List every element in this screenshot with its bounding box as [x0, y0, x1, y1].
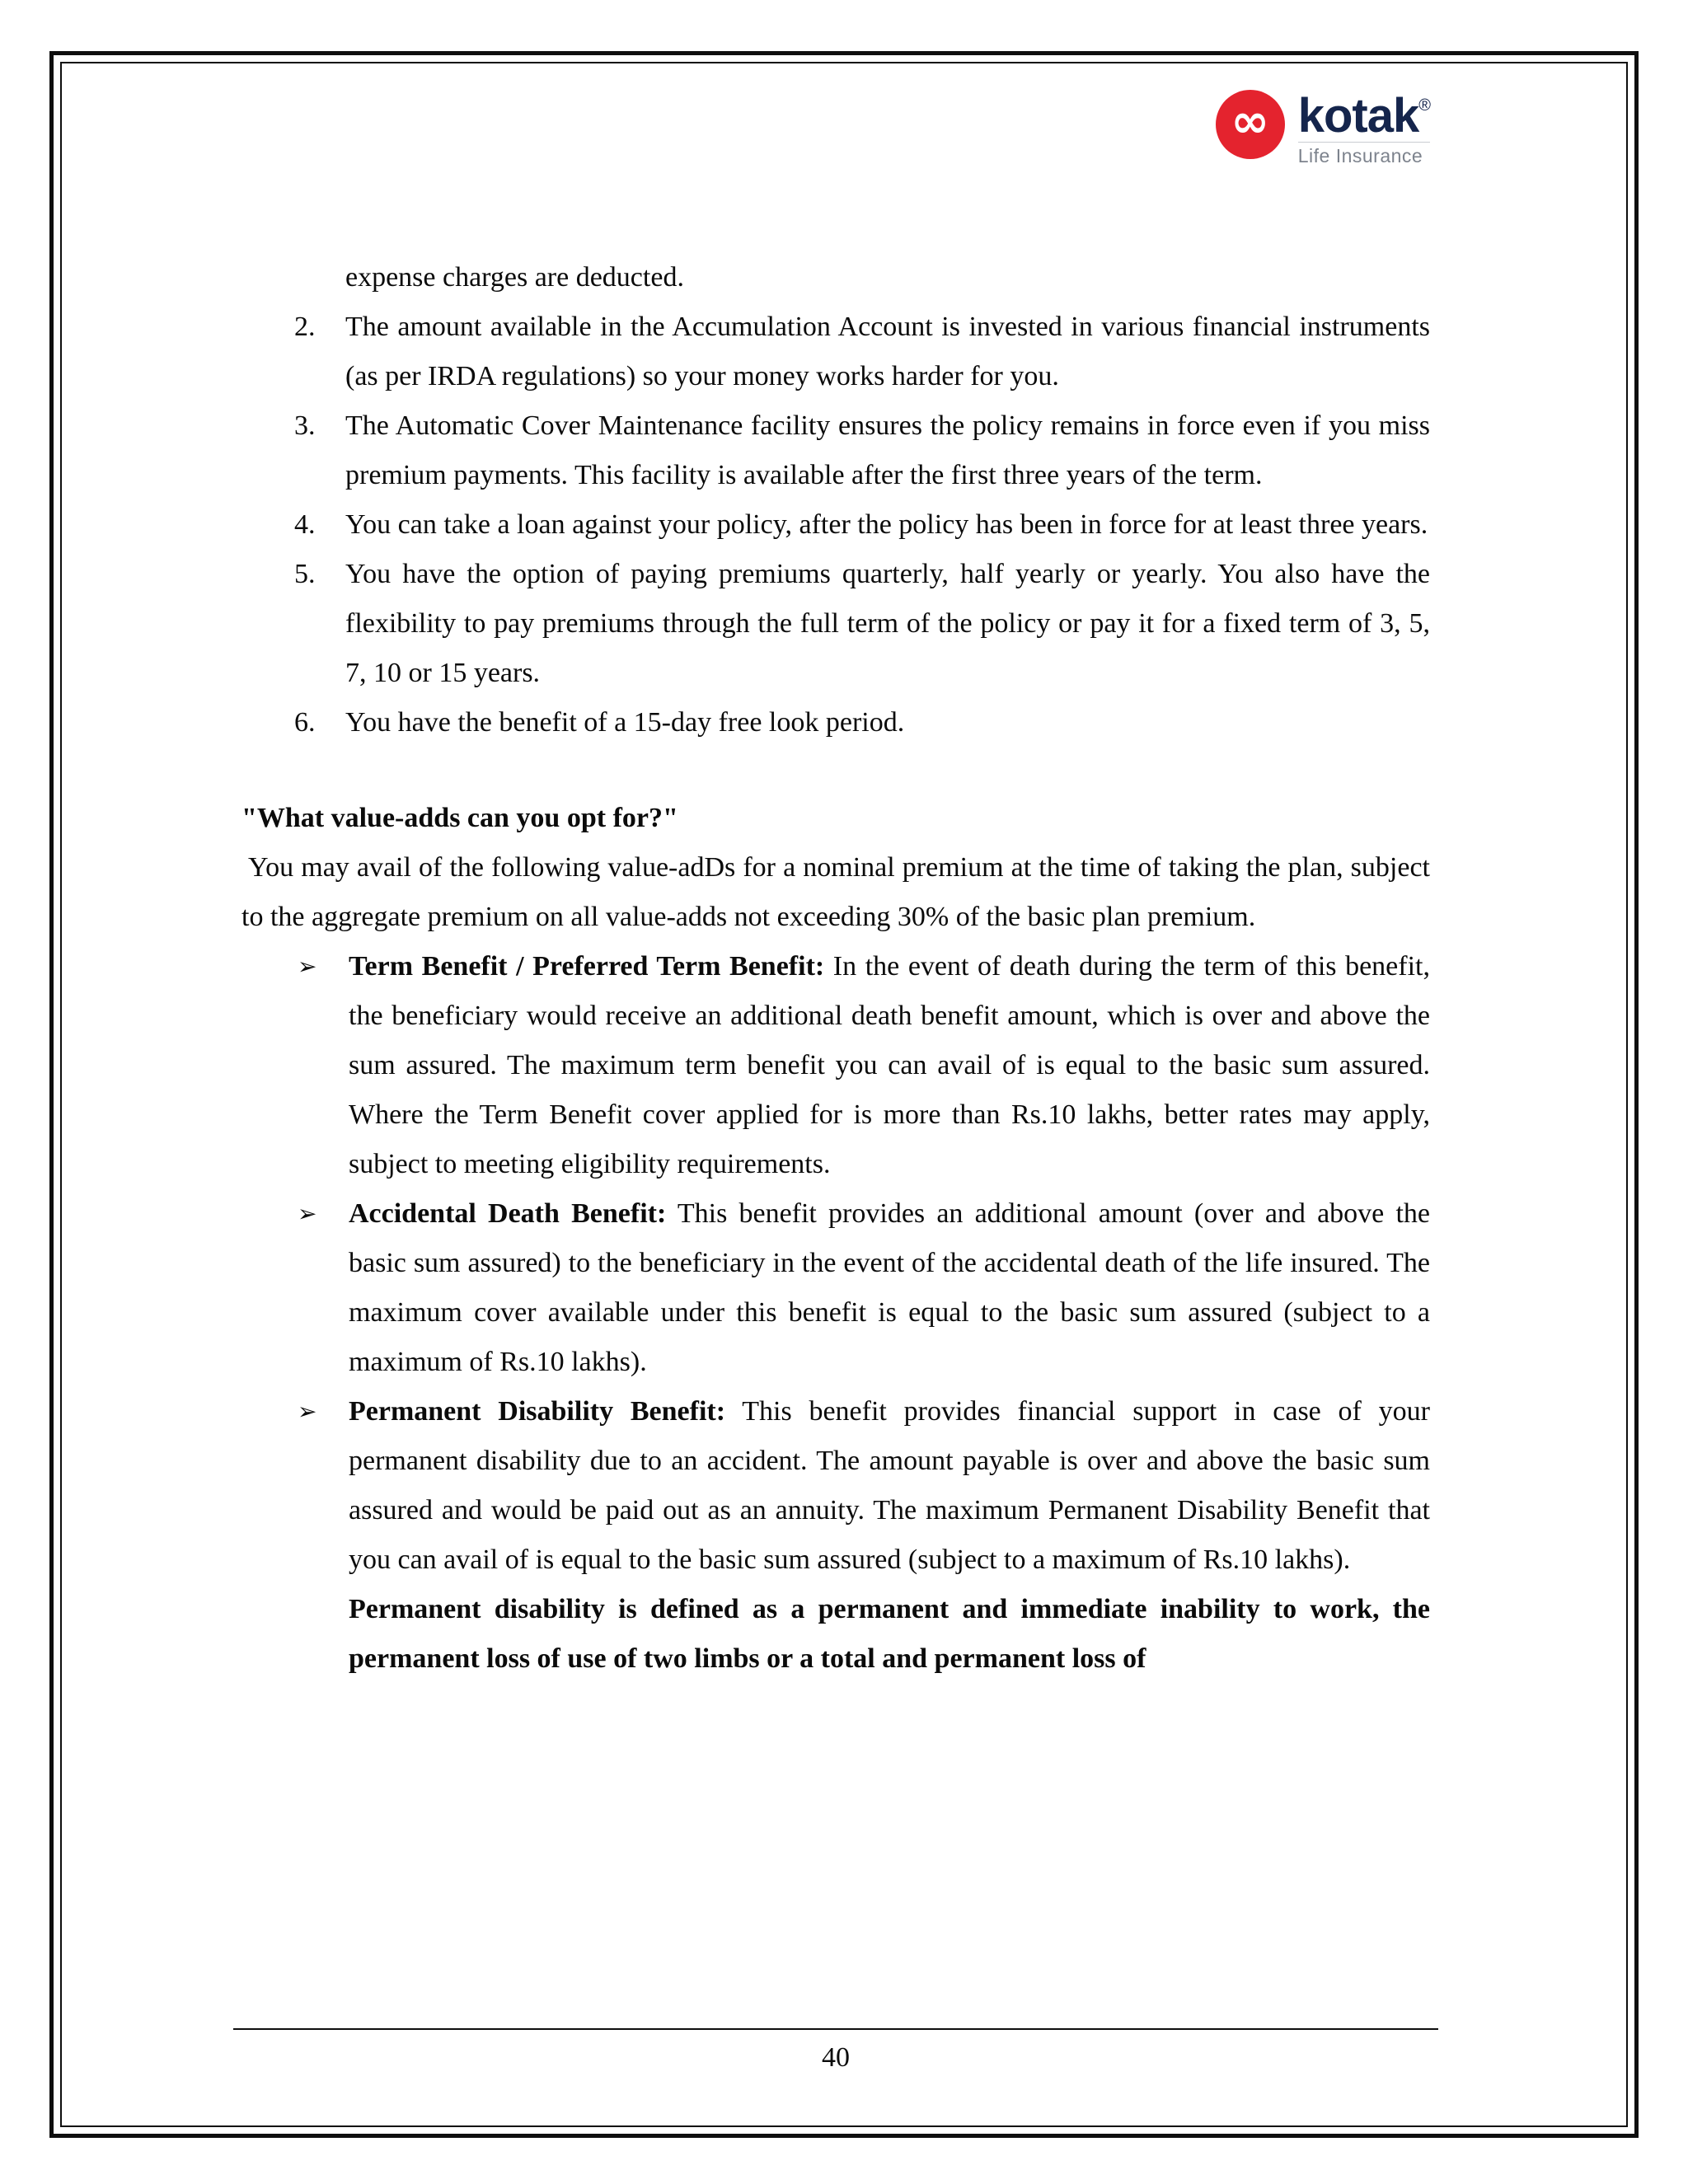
page-inner-border: [60, 62, 1628, 2127]
bullet-text: [349, 1387, 1430, 1585]
list-item-text: You have the benefit of a 15-day free look period.: [345, 707, 905, 738]
list-item-number: 3.: [294, 410, 316, 441]
list-item-number: 5.: [294, 559, 316, 589]
bullet-lead: Permanent Disability Benefit:: [349, 1396, 726, 1427]
document-body: [241, 253, 1430, 1684]
bullet-lead: Accidental Death Benefit:: [349, 1198, 667, 1229]
list-item-number: 4.: [294, 509, 316, 540]
registered-mark: ®: [1418, 96, 1430, 115]
arrow-bullet-icon: ➢: [298, 1398, 317, 1425]
kotak-logo-badge: [1216, 90, 1285, 159]
page-number: 40: [822, 2042, 850, 2073]
arrow-bullet-icon: ➢: [298, 1200, 317, 1227]
bullet-item: [241, 1189, 1430, 1387]
infinity-icon: ∞: [1231, 95, 1270, 148]
section-intro: You may avail of the following value-adDs for a nominal premium at the time of taking the plan, subject to the aggregate premium on all value-adds not exceeding 30% of the basic plan premium.: [241, 852, 1430, 932]
arrow-bullet-icon: ➢: [298, 953, 317, 980]
page-footer: [233, 2028, 1438, 2078]
list-item: [241, 500, 1430, 550]
bullet-lead: Term Benefit / Preferred Term Benefit:: [349, 951, 825, 982]
bullet-detail: This benefit provides an additional amount (over and above the basic sum assured) to the beneficiary in the event of the accidental death of the life insured. The maximum cover available under this benefit is equal to the basic sum assured (subject to a maximum of Rs.10 lakhs).: [349, 1198, 1430, 1377]
page-content: [62, 63, 1626, 2125]
list-item: [241, 302, 1430, 401]
bullet-item: [241, 942, 1430, 1189]
bullet-text: [349, 942, 1430, 1189]
list-item-number: 2.: [294, 312, 316, 342]
list-item: [241, 698, 1430, 748]
section-heading: "What value-adds can you opt for?": [241, 803, 678, 833]
page-outer-border: [49, 51, 1639, 2138]
list-item-text: The amount available in the Accumulation Account is invested in various financial instruments (as per IRDA regulations) so your money works harder for you.: [345, 312, 1430, 391]
list-item-number: 6.: [294, 707, 316, 738]
list-item: [241, 550, 1430, 698]
list-item: [241, 401, 1430, 500]
bullet-detail: In the event of death during the term of this benefit, the beneficiary would receive an additional death benefit amount, which is over and above the sum assured. The maximum term benefit you can avail of is equal to the basic sum assured. Where the Term Benefit cover applied for is more than Rs.10 lakhs, better rates may apply, subject to meeting eligibility requirements.: [349, 951, 1430, 1179]
list-continuation: expense charges are deducted.: [345, 262, 684, 293]
bullet-item: [241, 1387, 1430, 1585]
brand-word: kotak: [1297, 88, 1419, 143]
list-item-text: You have the option of paying premiums quarterly, half yearly or yearly. You also have the flexibility to pay premiums through the full term of the policy or pay it for a fixed term of 3, 5, 7, 10 or 15 years.: [345, 559, 1430, 688]
closing-paragraph: Permanent disability is defined as a permanent and immediate inability to work, the permanent loss of use of two limbs or a total and permanent loss of: [349, 1594, 1430, 1674]
kotak-logo-text: [1298, 82, 1430, 167]
brand-tagline: Life Insurance: [1298, 142, 1430, 167]
bullet-detail: This benefit provides financial support in case of your permanent disability due to an accident. The amount payable is over and above the basic sum assured and would be paid out as an annuity. The maximum Permanent Disability Benefit that you can avail of is equal to the basic sum assured (subject to a maximum of Rs.10 lakhs).: [349, 1396, 1430, 1575]
list-item-text: You can take a loan against your policy, after the policy has been in force for at least three years.: [345, 509, 1428, 540]
brand-name: [1297, 82, 1430, 143]
bullet-text: [349, 1189, 1430, 1387]
list-item-text: The Automatic Cover Maintenance facility ensures the policy remains in force even if you miss premium payments. This facility is available after the first three years of the term.: [345, 410, 1430, 490]
kotak-logo: [1216, 87, 1430, 166]
